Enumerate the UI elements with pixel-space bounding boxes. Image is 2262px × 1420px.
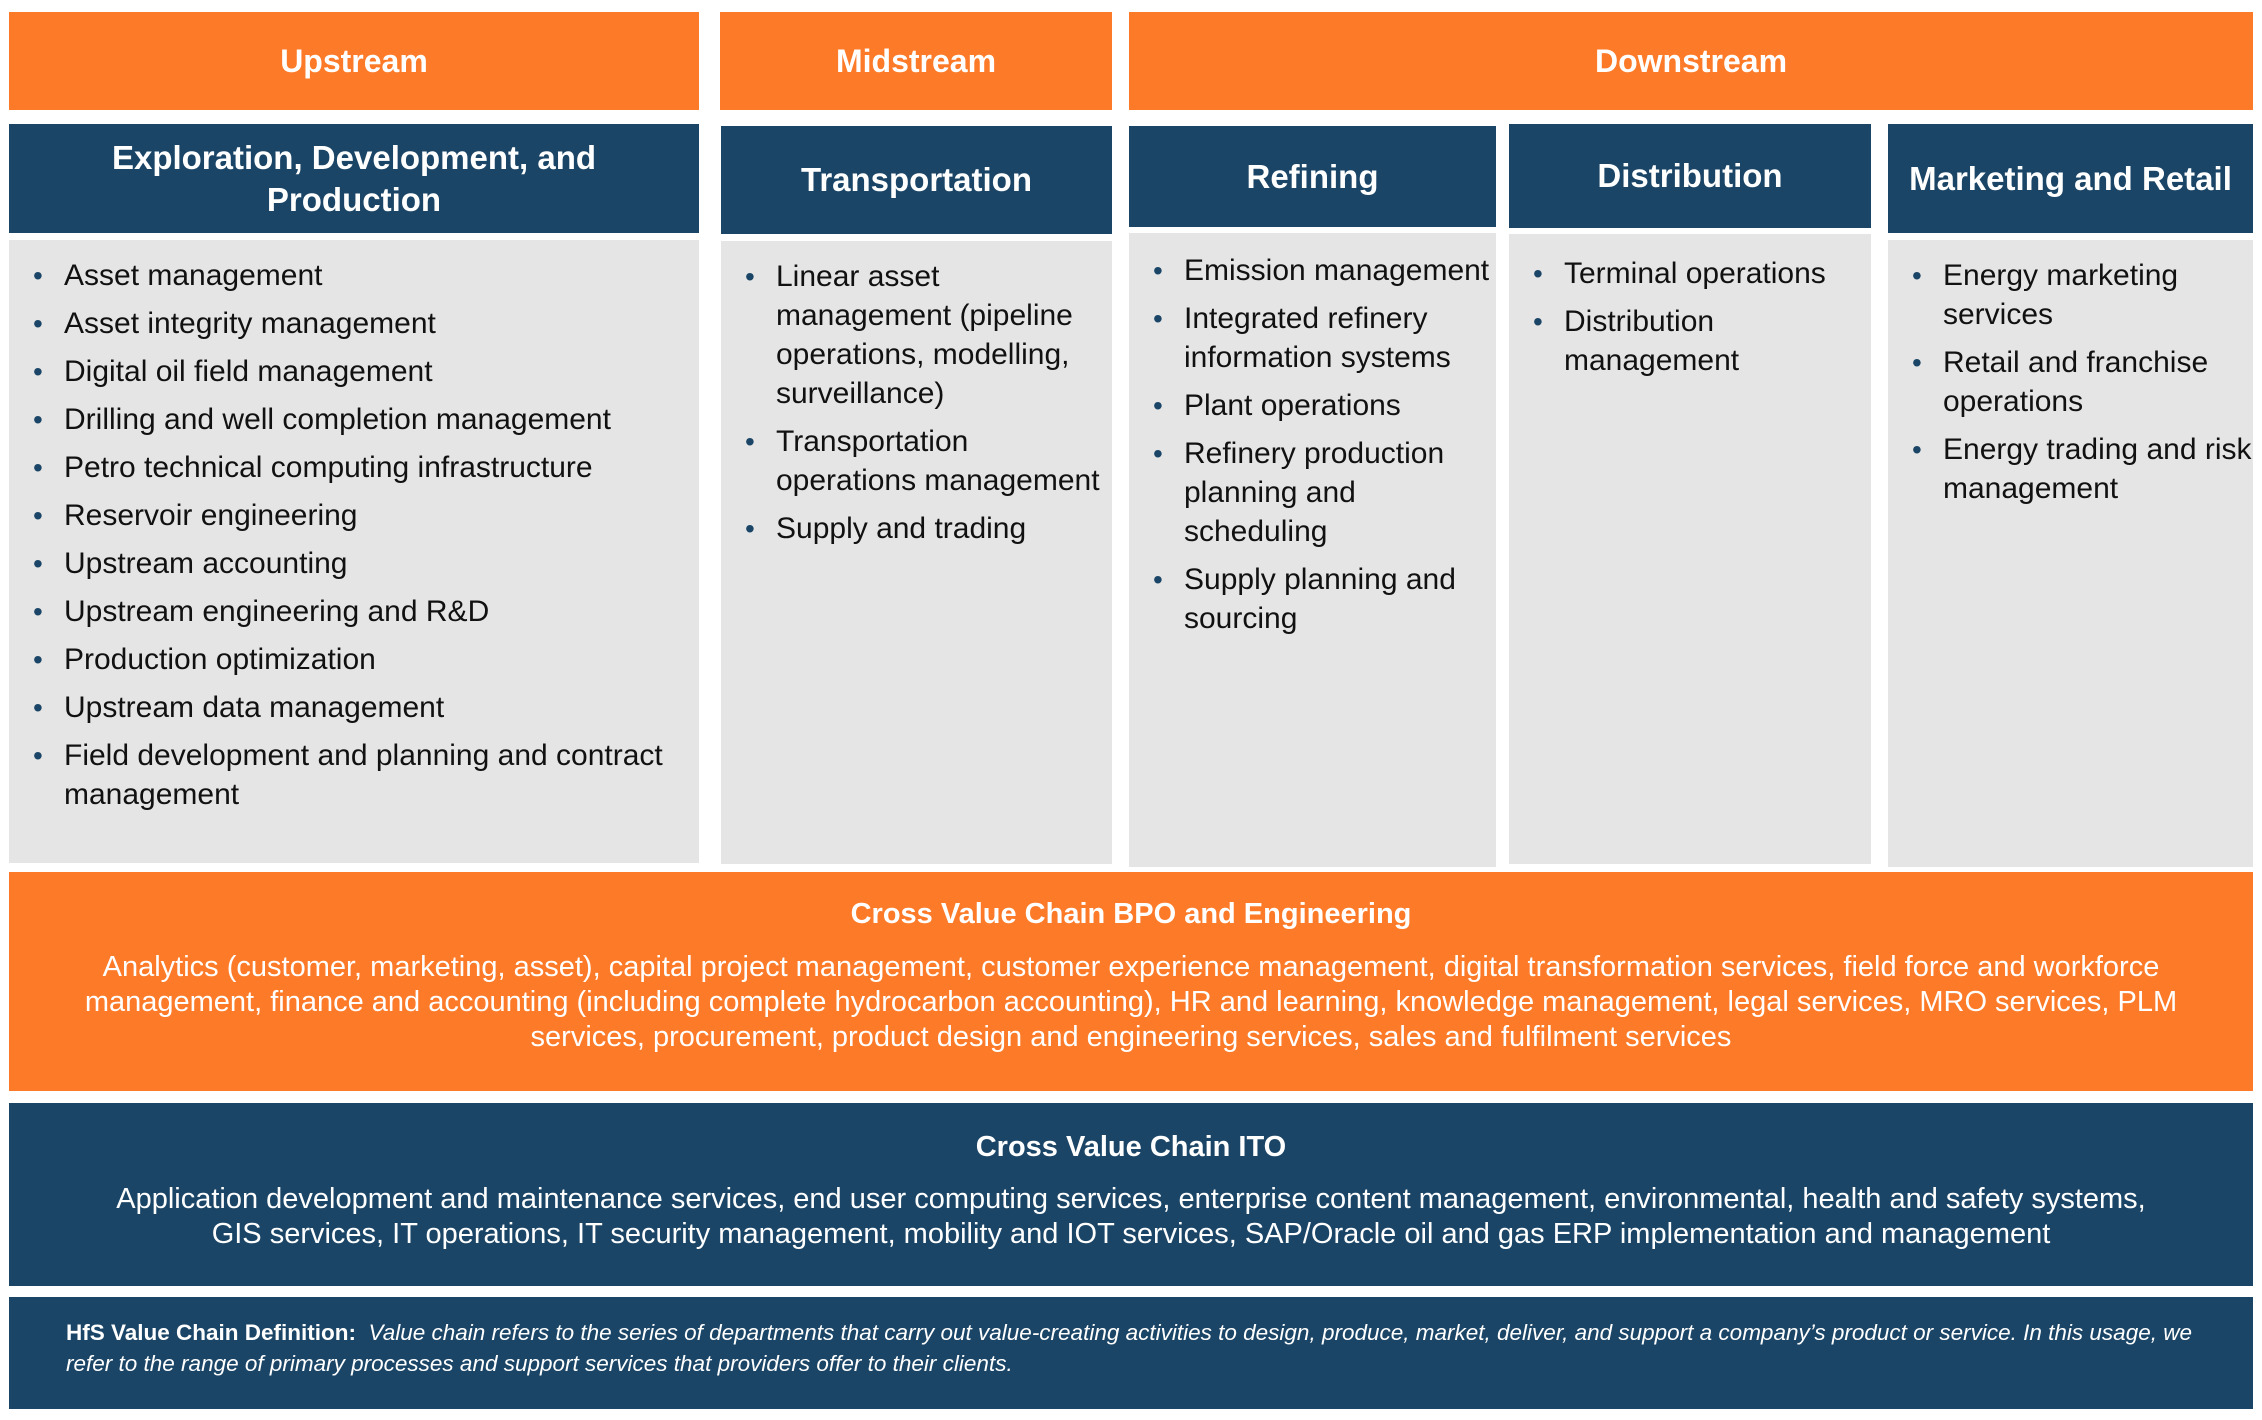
cross-value-chain-ito [9,1103,2253,1286]
column-body-marketing-retail [1888,240,2253,867]
definition-label: HfS Value Chain Definition: [66,1320,357,1345]
column-header-marketing-retail: Marketing and Retail [1888,124,2253,233]
definition-text: Value chain refers to the series of departments that carry out value-creating activities to design, produce, market, deliver, and support a company’s product or service. In this usage, we refer to the range of primary processes and support services that providers offer to their clients. [66,1320,2192,1376]
list-item: • Transportation operations management [721,422,1112,500]
list-item: • Linear asset management (pipeline operations, modelling, surveillance) [721,257,1112,413]
list-item: • Upstream accounting [9,544,699,583]
column-header-refining: Refining [1129,126,1496,227]
list-item: • Supply planning and sourcing [1129,560,1496,638]
list-item: • Asset management [9,256,699,295]
list-item: • Energy marketing services [1888,256,2253,334]
transportation-item-list [721,257,1112,548]
column-header-distribution: Distribution [1509,124,1871,228]
list-item: • Asset integrity management [9,304,699,343]
value-chain-definition [9,1297,2253,1409]
column-body-exploration [9,240,699,863]
ito-description: Application development and maintenance services, end user computing services, enterprise content management, environmental, health and safety systems, GIS services, IT operations, IT security management, mobility and IOT services, SAP/Oracle oil and gas ERP implementation and management [116,1183,2146,1250]
list-item: • Digital oil field management [9,352,699,391]
segment-downstream: Downstream [1129,12,2253,110]
list-item: • Integrated refinery information systems [1129,299,1496,377]
list-item: • Emission management [1129,251,1496,290]
list-item: • Plant operations [1129,386,1496,425]
column-body-refining [1129,233,1496,867]
list-item: • Retail and franchise operations [1888,343,2253,421]
distribution-item-list [1509,254,1871,380]
list-item: • Reservoir engineering [9,496,699,535]
list-item: • Production optimization [9,640,699,679]
list-item: • Supply and trading [721,509,1112,548]
list-item: • Terminal operations [1509,254,1871,293]
list-item: • Refinery production planning and scheduling [1129,434,1496,551]
list-item: • Field development and planning and contract management [9,736,699,814]
marketing-item-list [1888,256,2253,508]
refining-item-list [1129,251,1496,638]
list-item: • Energy trading and risk management [1888,430,2253,508]
column-body-transportation [721,241,1112,864]
bpo-description: Analytics (customer, marketing, asset), capital project management, customer experience management, digital transformation services, field force and workforce management, finance and accounting (including complete hydrocarbon accounting), HR and learning, knowledge management, legal services, MRO services, PLM services, procurement, product design and engineering services, sales and fulfilment services [84,951,2178,1053]
list-item: • Upstream engineering and R&D [9,592,699,631]
column-header-exploration: Exploration, Development, and Production [9,124,699,233]
list-item: • Upstream data management [9,688,699,727]
cross-value-chain-bpo [9,872,2253,1091]
bpo-title: Cross Value Chain BPO and Engineering [850,898,1412,930]
segment-midstream: Midstream [720,12,1112,110]
ito-title: Cross Value Chain ITO [975,1131,1287,1163]
segment-upstream: Upstream [9,12,699,110]
column-header-transportation: Transportation [721,126,1112,234]
list-item: • Distribution management [1509,302,1871,380]
list-item: • Petro technical computing infrastructure [9,448,699,487]
column-body-distribution [1509,234,1871,864]
list-item: • Drilling and well completion management [9,400,699,439]
exploration-item-list [9,256,699,814]
